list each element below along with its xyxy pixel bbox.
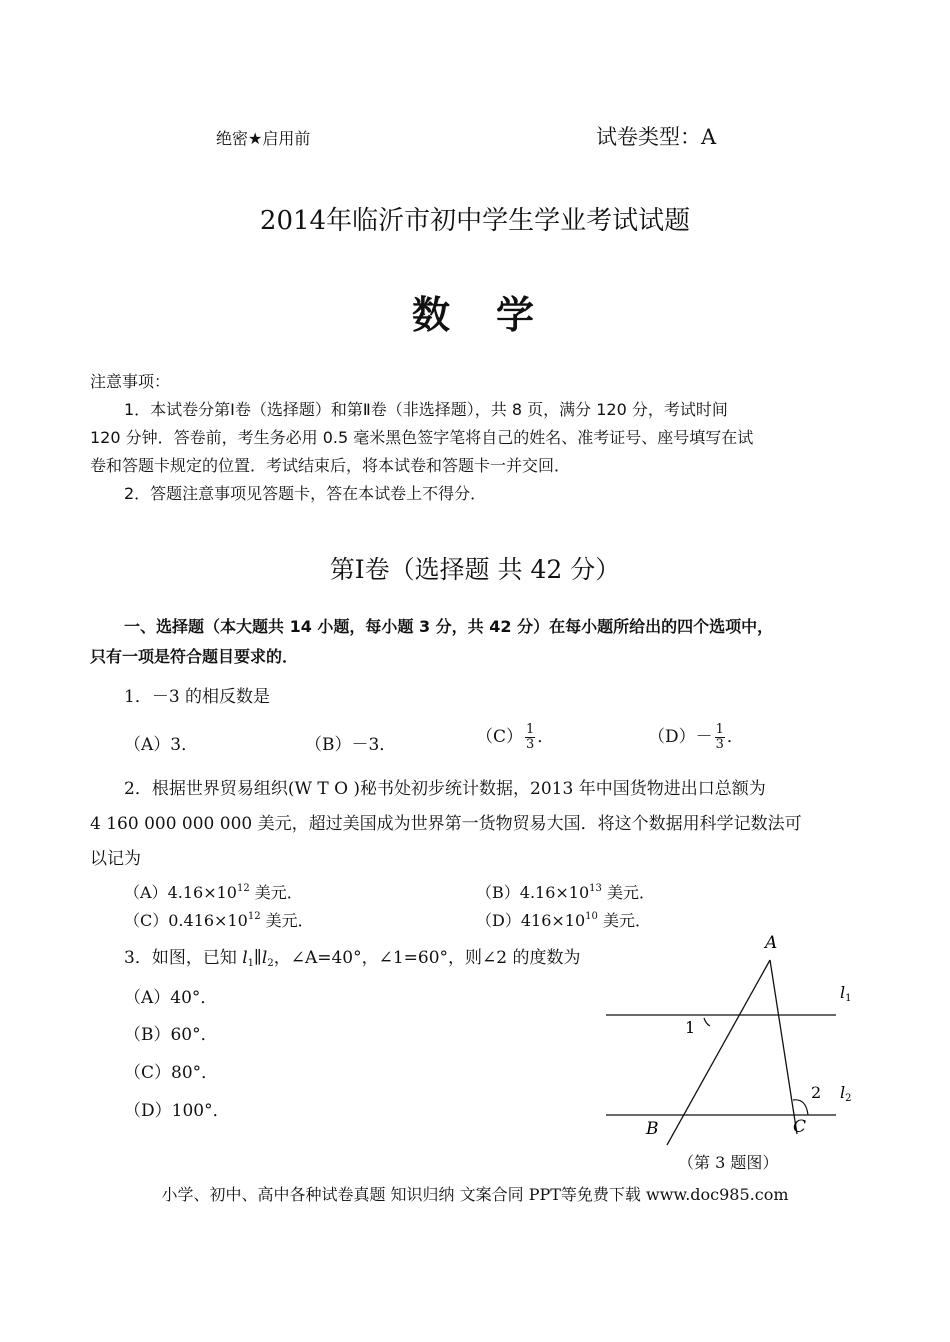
notes-heading: 注意事项： [90,372,171,391]
line-symbol: l [242,948,248,968]
notes-item-1-line-1: 1．本试卷分第Ⅰ卷（选择题）和第Ⅱ卷（非选择题），共 8 页，满分 120 分，考试时间 [124,400,728,419]
option-unit: 美元． [606,883,655,902]
parallel-symbol: ∥ [254,948,262,968]
option-unit: 美元． [602,911,651,930]
q2-line-3: 以记为 [90,849,141,869]
label-angle-2: 2 [811,1083,822,1102]
q1-option-d [648,722,744,752]
option-base: 0.416×10 [168,911,248,930]
segment-AB [667,960,770,1145]
option-label: （D） [476,911,521,930]
segment-AC [770,960,797,1134]
q2-option-c [124,908,314,931]
option-label: （C） [124,911,169,930]
paper-type-label: 试卷类型：A [596,125,717,149]
q1-option-d-suffix: ． [726,727,744,747]
label-l1-letter: l [840,983,846,1002]
q1-option-a: （A）3． [124,735,199,755]
footer-text: 小学、初中、高中各种试卷真题 知识归纳 文案合同 PPT等免费下载 www.doc985.com [161,1185,789,1204]
q1-option-b: （B）－3． [305,735,397,755]
notes-block [90,368,880,508]
fraction-numerator: 1 [526,722,535,737]
confidential-label: 绝密★启用前 [216,129,311,148]
q3-option-a: （A）40°． [124,988,218,1008]
line-subscript: 2 [267,958,274,969]
fraction-numerator: 1 [715,722,724,737]
option-unit: 美元． [265,911,314,930]
label-angle-1: 1 [685,1018,696,1037]
part1-line-2: 只有一项是符合题目要求的． [90,647,299,666]
option-label: （A） [124,883,168,902]
q3-option-b: （B）60°． [124,1025,218,1045]
exam-title: 2014年临沂市初中学生学业考试试题 [259,206,691,236]
q3-stem-prefix: 3．如图，已知 [124,948,243,968]
angle-2-arc [793,1100,808,1115]
q3-option-c: （C）80°． [124,1063,219,1083]
figure-caption: （第 3 题图） [678,1153,779,1172]
q3-stem [124,943,581,969]
option-base: 416×10 [520,911,586,930]
option-exponent: 13 [589,883,602,894]
q2-stem [90,772,880,877]
notes-item-2: 2．答题注意事项见答题卡，答在本试卷上不得分． [124,484,487,503]
q1-option-c-suffix: ． [537,727,555,747]
part1-line-1: 一、选择题（本大题共 14 小题，每小题 3 分，共 42 分）在每小题所给出的四个选项中， [124,617,774,636]
q2-option-a [124,880,303,903]
angle-1-arc [704,1018,710,1026]
part1-instructions [90,612,880,672]
label-l2-subscript: 2 [845,1093,852,1104]
label-l1-subscript: 1 [845,993,852,1004]
option-exponent: 12 [247,911,261,922]
q2-line-2: 4 160 000 000 000 美元，超过美国成为世界第一货物贸易大国．将这个数据用科学记数法可 [90,814,802,834]
option-unit: 美元． [254,883,303,902]
line-subscript: 1 [247,958,255,969]
q3-stem-suffix: ，∠A=40°，∠1=60°，则∠2 的度数为 [273,948,581,968]
label-l1 [840,983,852,1004]
line-symbol: l [261,948,268,968]
label-A: A [765,933,778,953]
q2-line-1: 2．根据世界贸易组织(W T O )秘书处初步统计数据，2013 年中国货物进出口总额为 [124,779,766,799]
option-exponent: 12 [236,883,250,894]
q2-option-d [476,908,651,931]
q3-figure [600,930,870,1175]
option-base: 4.16×10 [519,883,590,902]
q1-stem: 1．－3 的相反数是 [124,687,271,707]
q1-option-d-label: （D）－ [648,727,713,747]
label-l2 [840,1083,852,1104]
q1-option-c-label: （C） [476,727,524,747]
q1-option-d-fraction [715,723,725,752]
notes-item-1-line-3: 卷和答题卡规定的位置．考试结束后，将本试卷和答题卡一并交回． [90,456,571,475]
fraction-denominator: 3 [715,737,724,752]
option-base: 4.16×10 [167,883,237,902]
subject-title: 数 学 [411,293,538,337]
label-l2-letter: l [840,1083,846,1102]
label-C: C [793,1117,807,1137]
option-exponent: 10 [585,911,598,922]
section-title: 第Ⅰ卷（选择题 共 42 分） [329,555,621,584]
notes-item-1-line-2: 120 分钟．答卷前，考生务必用 0.5 毫米黑色签字笔将自己的姓名、准考证号、座号填写在试 [90,428,754,447]
label-B: B [646,1119,659,1139]
q3-option-d: （D）100°． [124,1101,230,1121]
q2-option-b [476,880,655,903]
q1-option-c-fraction [525,723,535,752]
option-label: （B） [476,883,520,902]
q1-option-c [476,722,554,752]
fraction-denominator: 3 [526,737,535,752]
